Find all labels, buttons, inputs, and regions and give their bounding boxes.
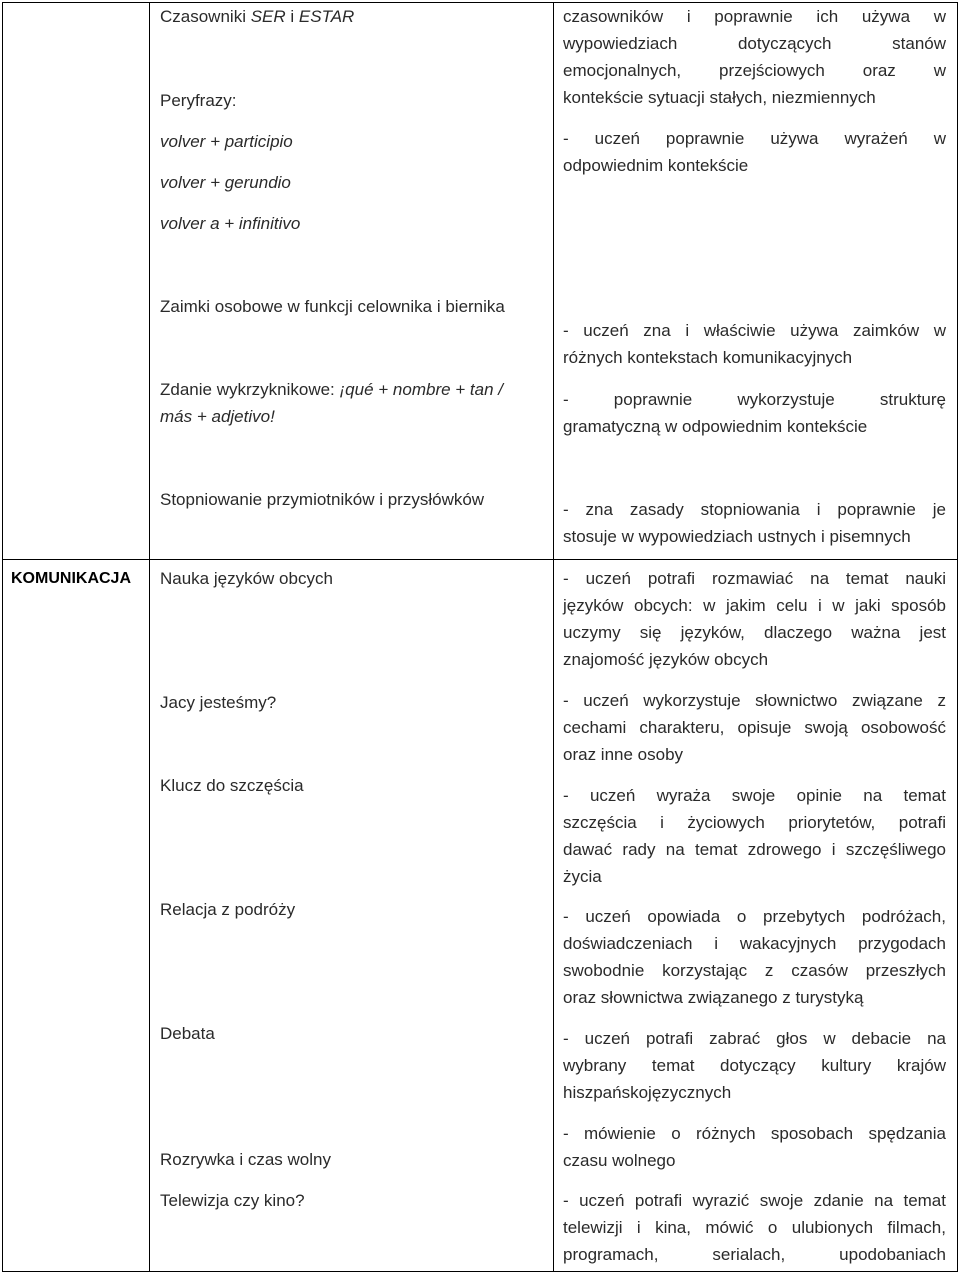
- table-border-right: [957, 2, 958, 1272]
- desc-telewizja-line-1: - uczeń potrafi wyrazić swoje zdanie na temat: [563, 1191, 946, 1210]
- section-label-komunikacja: KOMUNIKACJA: [11, 570, 131, 587]
- desc-klucz-line-1: - uczeń wyraża swoje opinie na temat: [563, 786, 946, 805]
- desc-relacja-line-2: doświadczeniach i wakacyjnych przygodach: [563, 934, 946, 953]
- topic-peryfrazy: Peryfrazy:: [160, 91, 237, 110]
- desc-rozrywka-line-2: czasu wolnego: [563, 1151, 676, 1170]
- topic-relacja: Relacja z podróży: [160, 900, 296, 919]
- topic-stopniowanie: Stopniowanie przymiotników i przysłówków: [160, 490, 485, 509]
- desc-nauka-line-1: - uczeń potrafi rozmawiać na temat nauki: [563, 569, 946, 588]
- topic-zaimki: Zaimki osobowe w funkcji celownika i biernika: [160, 297, 505, 316]
- desc-jacy-line-2: cechami charakteru, opisuje swoją osobowość: [563, 718, 946, 737]
- table-border-left: [2, 2, 3, 1272]
- table-border-top: [2, 2, 958, 3]
- desc-nauka-line-3: uczymy się języków, dlaczego ważna jest: [563, 623, 946, 642]
- column-divider-1: [149, 2, 150, 1272]
- topic-klucz: Klucz do szczęścia: [160, 776, 304, 795]
- desc-nauka-line-2: języków obcych: w jakim celu i w jaki sposób: [563, 596, 946, 615]
- topic-item-3: volver a + infinitivo: [160, 214, 301, 233]
- desc-telewizja-line-3: programach, serialach, upodobaniach: [563, 1245, 946, 1264]
- desc-debata-line-3: hiszpańskojęzycznych: [563, 1083, 732, 1102]
- column-divider-2: [553, 2, 554, 1272]
- desc-nauka-line-4: znajomość języków obcych: [563, 650, 769, 669]
- desc-jacy-line-1: - uczeń wykorzystuje słownictwo związane z: [563, 691, 946, 710]
- topic-debata: Debata: [160, 1024, 215, 1043]
- desc-stopnie-line-1: - zna zasady stopniowania i poprawnie je: [563, 500, 946, 519]
- desc-klucz-line-4: życia: [563, 867, 602, 886]
- desc-zaimkow-line-2: różnych kontekstach komunikacyjnych: [563, 348, 853, 367]
- topic-item-1: volver + participio: [160, 132, 293, 151]
- desc-klucz-line-3: dawać rady na temat zdrowego i szczęśliwego: [563, 840, 946, 859]
- desc-relacja-line-4: oraz słownictwa związanego z turystyką: [563, 988, 864, 1007]
- desc-debata-line-2: wybrany temat dotyczący kultury krajów: [563, 1056, 946, 1075]
- row-divider: [2, 559, 958, 560]
- desc-jacy-line-3: oraz inne osoby: [563, 745, 684, 764]
- topic-czasowniki: Czasowniki SER i ESTAR: [160, 7, 355, 26]
- topic-rozrywka: Rozrywka i czas wolny: [160, 1150, 331, 1169]
- desc-stopnie-line-2: stosuje w wypowiedziach ustnych i pisemnych: [563, 527, 911, 546]
- desc-struktura-line-1: - poprawnie wykorzystuje strukturę: [563, 390, 946, 409]
- desc-top-line-2: wypowiedziach dotyczących stanów: [563, 34, 946, 53]
- table-border-bottom: [2, 1271, 958, 1272]
- desc-klucz-line-2: szczęścia i życiowych priorytetów, potrafi: [563, 813, 946, 832]
- desc-relacja-line-1: - uczeń opowiada o przebytych podróżach,: [563, 907, 946, 926]
- topic-nauka: Nauka języków obcych: [160, 569, 333, 588]
- desc-top-line-3: emocjonalnych, przejściowych oraz w: [563, 61, 946, 80]
- desc-relacja-line-3: swobodnie korzystając z czasów przeszłych: [563, 961, 946, 980]
- desc-top-line-4: kontekście sytuacji stałych, niezmiennych: [563, 88, 876, 107]
- desc-zaimkow-line-1: - uczeń zna i właściwie używa zaimków w: [563, 321, 946, 340]
- topic-item-2: volver + gerundio: [160, 173, 291, 192]
- desc-wyrazen-line-2: odpowiednim kontekście: [563, 156, 749, 175]
- topic-jacy: Jacy jesteśmy?: [160, 693, 277, 712]
- desc-top-line-1: czasowników i poprawnie ich używa w: [563, 7, 946, 26]
- desc-struktura-line-2: gramatyczną w odpowiednim kontekście: [563, 417, 868, 436]
- topic-zdanie-line1: Zdanie wykrzyknikowe: ¡qué + nombre + tan /: [160, 380, 504, 399]
- desc-rozrywka-line-1: - mówienie o różnych sposobach spędzania: [563, 1124, 946, 1143]
- desc-wyrazen-line-1: - uczeń poprawnie używa wyrażeń w: [563, 129, 946, 148]
- topic-telewizja: Telewizja czy kino?: [160, 1191, 305, 1210]
- desc-telewizja-line-2: telewizji i kina, mówić o ulubionych filmach,: [563, 1218, 946, 1237]
- topic-zdanie-line2: más + adjetivo!: [160, 407, 275, 426]
- desc-debata-line-1: - uczeń potrafi zabrać głos w debacie na: [563, 1029, 946, 1048]
